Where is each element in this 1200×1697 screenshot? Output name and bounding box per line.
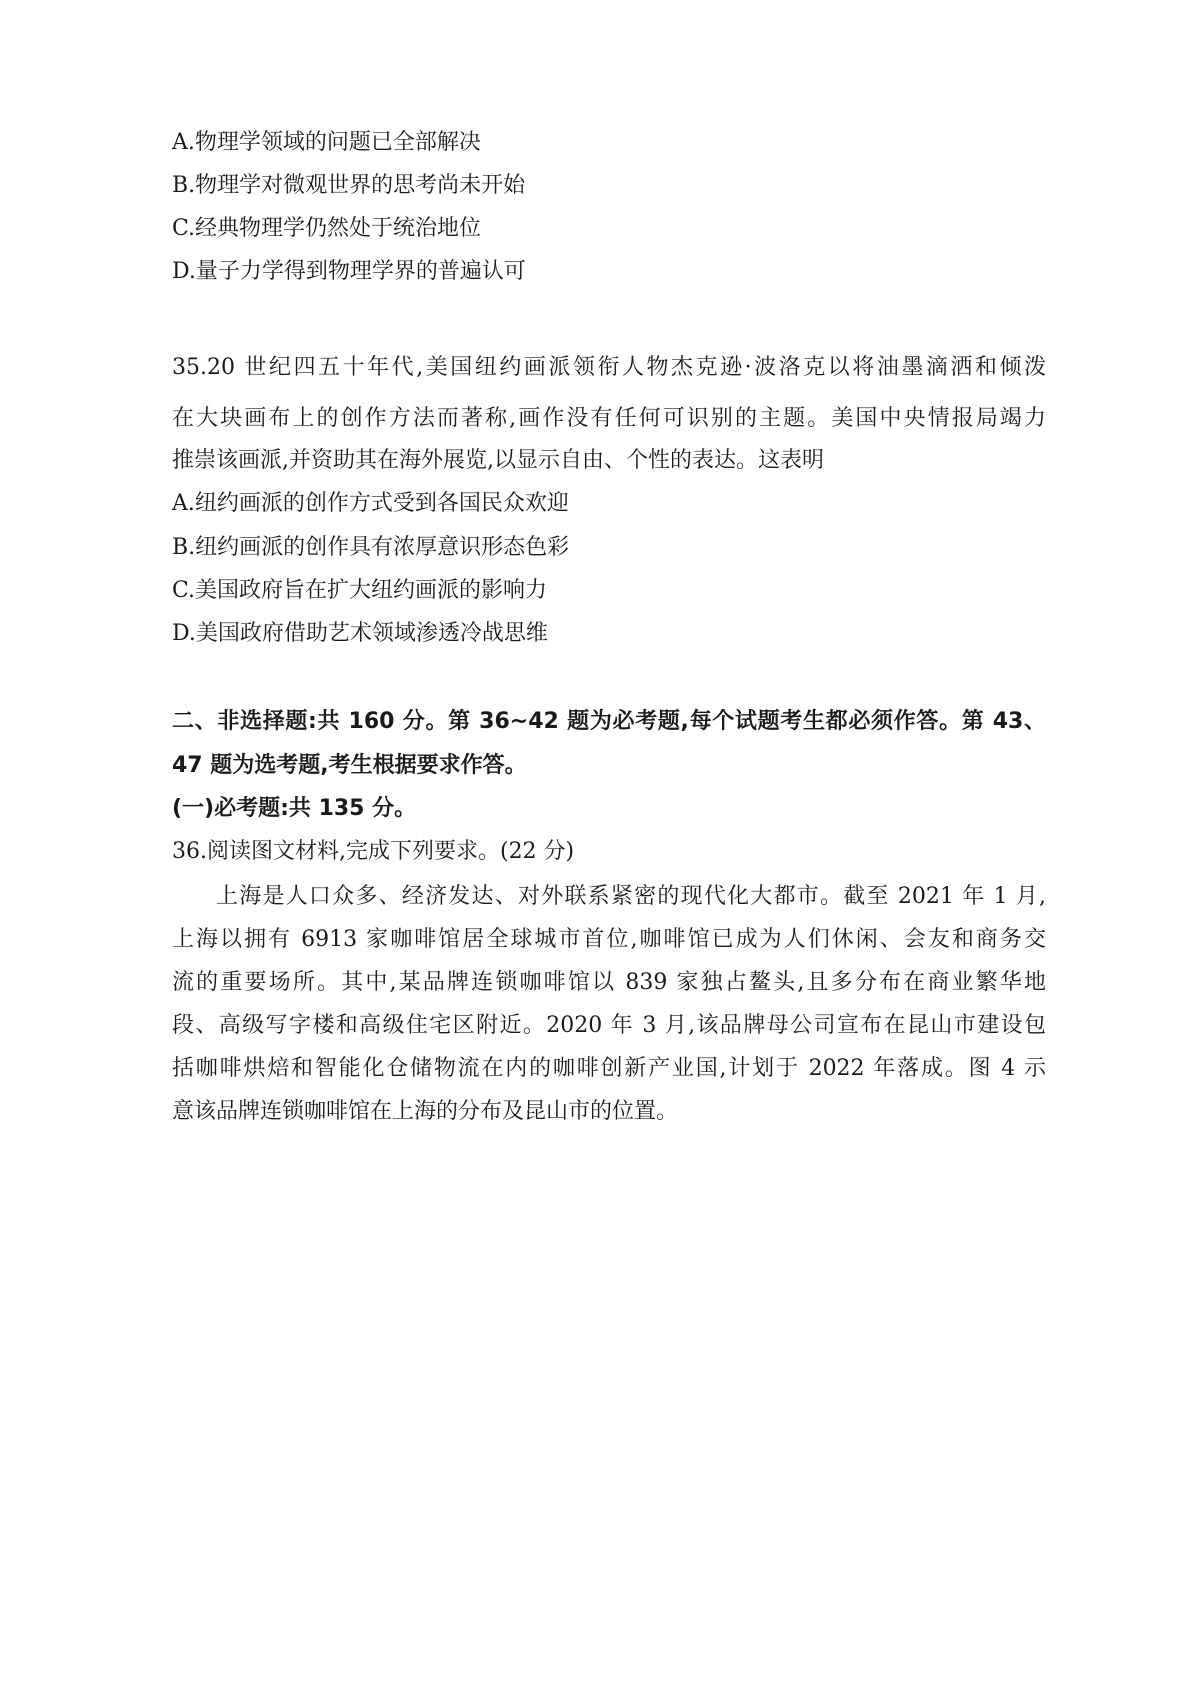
q35-option-c: C.美国政府旨在扩大纽约画派的影响力 xyxy=(172,578,548,603)
q34-option-b: B.物理学对微观世界的思考尚未开始 xyxy=(172,173,526,198)
q35-option-d: D.美国政府借助艺术领域渗透冷战思维 xyxy=(172,621,548,646)
q36-stem: 36.阅读图文材料,完成下列要求。(22 分) xyxy=(172,839,575,864)
q35-option-b: B.纽约画派的创作具有浓厚意识形态色彩 xyxy=(172,535,570,560)
q36-material-line: 上海是人口众多、经济发达、对外联系紧密的现代化大都市。截至 2021 年 1 月, xyxy=(216,884,1046,909)
q34-option-d: D.量子力学得到物理学界的普遍认可 xyxy=(172,259,526,284)
q35-stem-line: 推崇该画派,并资助其在海外展览,以显示自由、个性的表达。这表明 xyxy=(172,448,824,473)
q35-stem-line: 35.20 世纪四五十年代,美国纽约画派领衔人物杰克逊·波洛克以将油墨滴洒和倾泼 xyxy=(172,355,1046,380)
q35-stem-line: 在大块画布上的创作方法而著称,画作没有任何可识别的主题。美国中央情报局竭力 xyxy=(172,406,1046,431)
section2-subheading: (一)必考题:共 135 分。 xyxy=(172,796,417,821)
q36-material-line: 流的重要场所。其中,某品牌连锁咖啡馆以 839 家独占鳌头,且多分布在商业繁华地 xyxy=(172,970,1046,995)
q34-option-a: A.物理学领域的问题已全部解决 xyxy=(172,130,481,155)
q36-material-line: 括咖啡烘焙和智能化仓储物流在内的咖啡创新产业国,计划于 2022 年落成。图 4 示 xyxy=(172,1056,1046,1081)
q36-material-line: 上海以拥有 6913 家咖啡馆居全球城市首位,咖啡馆已成为人们休闲、会友和商务交 xyxy=(172,927,1046,952)
q36-material-line: 意该品牌连锁咖啡馆在上海的分布及昆山市的位置。 xyxy=(172,1099,679,1124)
q34-option-c: C.经典物理学仍然处于统治地位 xyxy=(172,216,482,241)
section2-heading-line: 二、非选择题:共 160 分。第 36~42 题为必考题,每个试题考生都必须作答。第 43、 xyxy=(172,709,1046,734)
q36-material-line: 段、高级写字楼和高级住宅区附近。2020 年 3 月,该品牌母公司宣布在昆山市建设包 xyxy=(172,1013,1046,1038)
q35-option-a: A.纽约画派的创作方式受到各国民众欢迎 xyxy=(172,491,569,516)
section2-heading-line: 47 题为选考题,考生根据要求作答。 xyxy=(172,753,527,778)
